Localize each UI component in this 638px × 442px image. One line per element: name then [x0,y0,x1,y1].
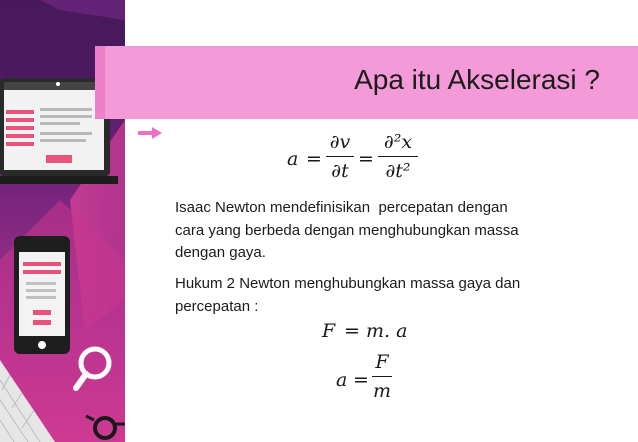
formula1-equals-2: = [358,148,374,170]
formula1-fraction-1 [326,130,354,183]
arrow-right-icon [138,127,162,139]
formula1-frac2-numerator: ∂²x [378,130,418,157]
formula2-equals: = [344,320,360,342]
formula1-equals-1: = [306,148,322,170]
smartphone-icon [14,236,70,354]
formula3-numerator: F [372,350,392,377]
formula3-fraction [372,350,392,403]
formula2-rhs: m. a [366,320,408,342]
formula1-frac2-denominator: ∂t² [385,160,411,182]
formula1-fraction-2 [378,130,418,183]
formula1-lhs: a [287,148,299,170]
title-band [95,46,638,119]
formula1-frac1-numerator: ∂v [326,130,354,157]
formula1-frac1-denominator: ∂t [331,160,349,182]
formula3-equals: = [353,369,369,391]
formula2-lhs: F [322,320,336,342]
slide-title: Apa itu Akselerasi ? [354,64,600,95]
paragraph-newton-second-law: Hukum 2 Newton menghubungkan massa gaya dan percepatan : [175,275,521,315]
title-band-edge [95,46,105,119]
formula3-lhs: a [336,369,348,391]
paragraph-newton-definition: Isaac Newton mendefinisikan percepatan dengan cara yang berbeda dengan menghubungkan massa dengan gaya. [175,199,519,261]
formula3-denominator: m [372,380,392,402]
